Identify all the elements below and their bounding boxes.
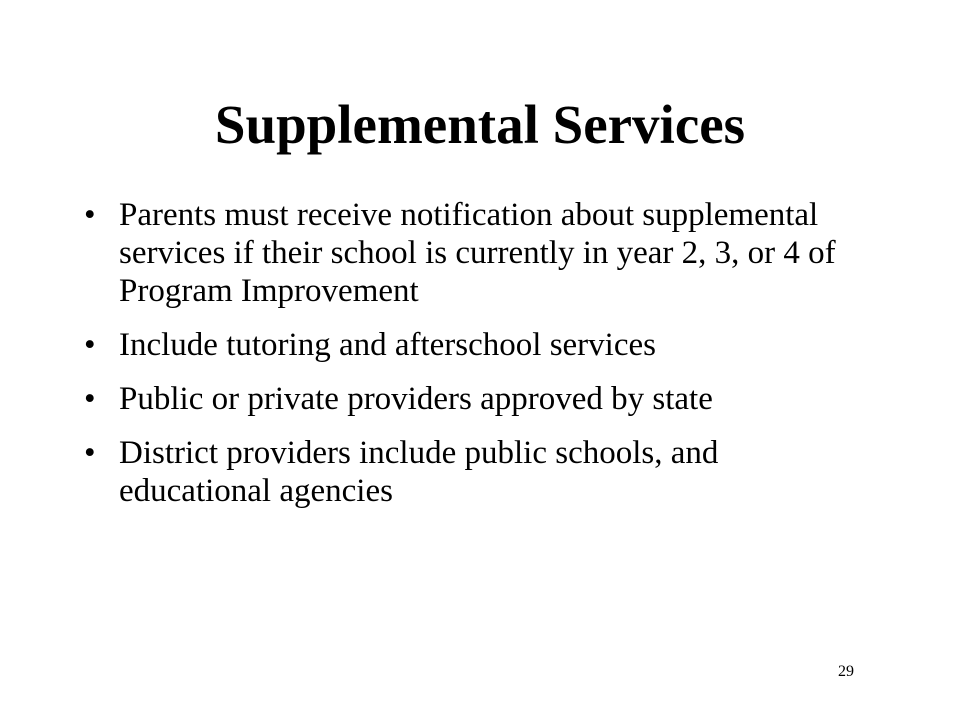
bullet-list [84,196,844,526]
bullet-icon: • [84,197,96,233]
bullet-icon: • [84,435,96,471]
bullet-icon: • [84,327,96,363]
bullet-item [84,434,844,510]
bullet-icon: • [84,381,96,417]
bullet-item [84,380,844,418]
bullet-text: District providers include public schools, and educational agencies [119,435,719,509]
bullet-item [84,326,844,364]
slide-title: Supplemental Services [214,94,746,155]
bullet-item [84,196,844,310]
bullet-text: Include tutoring and afterschool services [119,327,656,363]
bullet-text: Parents must receive notification about supplemental services if their school is currently in year 2, 3, or 4 of Program Improvement [119,197,836,309]
page-number: 29 [838,663,854,680]
bullet-text: Public or private providers approved by state [119,381,713,417]
